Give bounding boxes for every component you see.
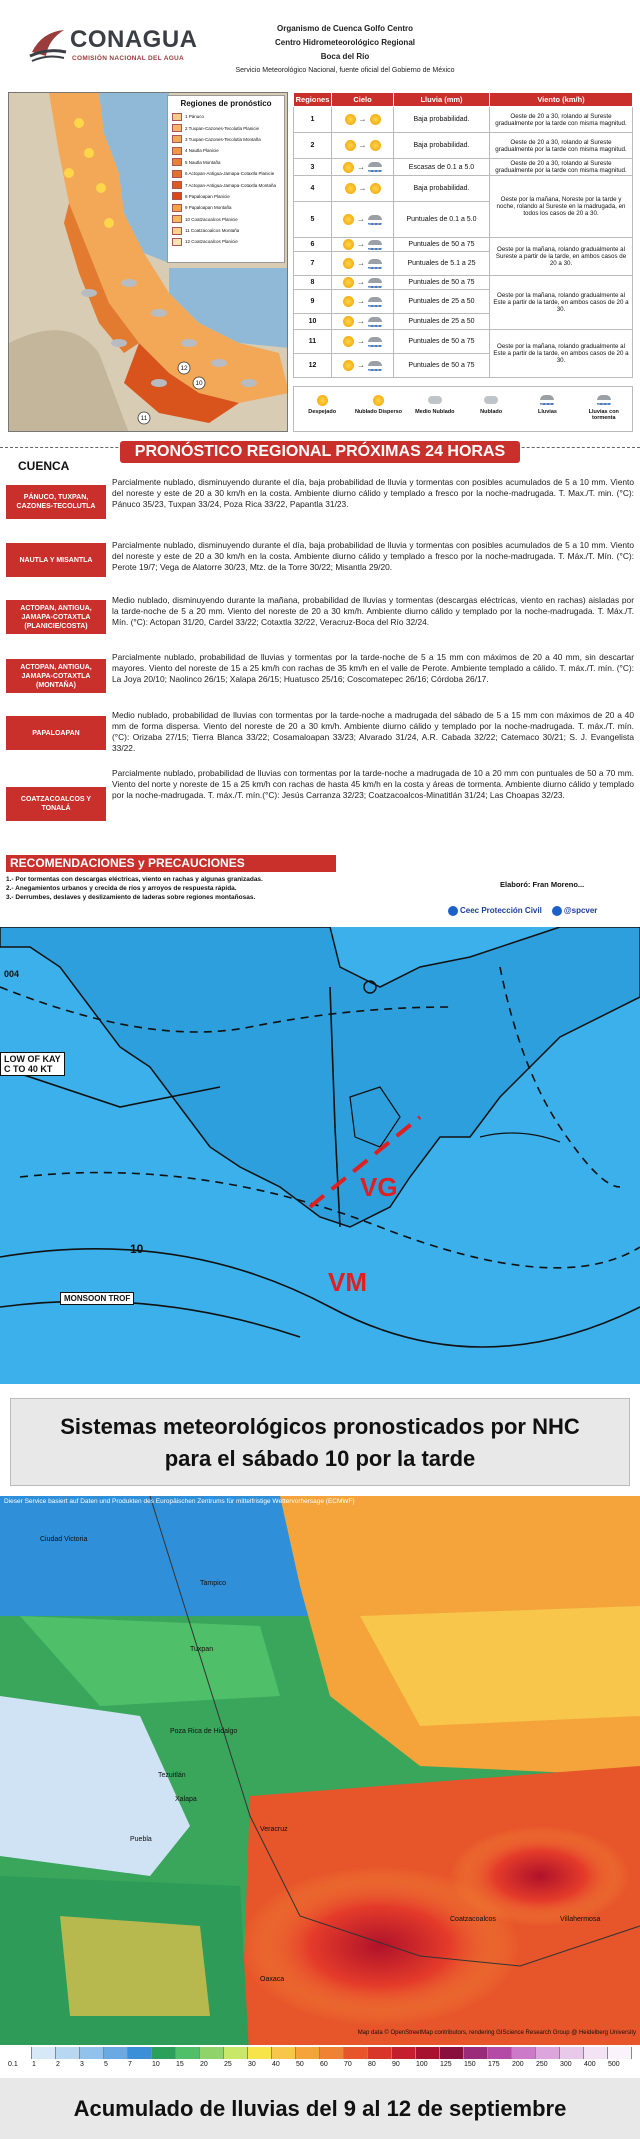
- scale-swatch: [440, 2047, 464, 2059]
- author-credit: Elaboró: Fran Moreno...: [500, 880, 585, 889]
- scale-label: 175: [488, 2061, 500, 2068]
- svg-text:12: 12: [180, 365, 188, 372]
- place-label: Veracruz: [260, 1826, 288, 1833]
- table-row: [294, 176, 633, 202]
- legend-swatch: [172, 215, 182, 223]
- scale-label: 60: [320, 2061, 328, 2068]
- arrow-icon: →: [357, 214, 365, 224]
- nhc-forecast-map: [0, 927, 640, 1384]
- basin-label: ACTOPAN, ANTIGUA, JAMAPA-COTAXTLA (PLANICIE/COSTA): [6, 600, 106, 634]
- wind-cell: Oeste por la mañana, rolando gradualmente al Este a partir de la tarde, en ambos casos de 20 a 30.: [490, 276, 633, 330]
- rain-map-graphic: [0, 1496, 640, 2071]
- legend-swatch: [172, 147, 182, 155]
- table-row: [294, 238, 633, 252]
- scale-swatch: [584, 2047, 608, 2059]
- place-label: Tuxpan: [190, 1646, 214, 1653]
- scale-swatch: [536, 2047, 560, 2059]
- social-links: [448, 906, 597, 916]
- table-row: [294, 276, 633, 290]
- sky-cell: [332, 238, 394, 252]
- rain-scale: [0, 2045, 640, 2075]
- legend-item: [172, 214, 280, 225]
- scale-label: 500: [608, 2061, 620, 2068]
- legend-label: 12 Coatzacoalcos Planicie: [185, 239, 238, 245]
- legend-label: 2 Tuxpan-Cazones-Tecolutla Planicie: [185, 125, 260, 131]
- header-line-3: Boca del Río: [320, 52, 370, 61]
- nhc-map-graphic: [0, 927, 640, 1384]
- scale-swatch: [344, 2047, 368, 2059]
- recommendations-list: [6, 875, 426, 902]
- place-label: Xalapa: [175, 1796, 197, 1803]
- cuenca-title: CUENCA: [18, 459, 70, 473]
- nhc-label-low: LOW OF KAY C TO 40 KT: [0, 1052, 65, 1076]
- arrow-icon: →: [357, 277, 365, 287]
- arrow-icon: →: [357, 161, 365, 171]
- regions-map: [8, 92, 288, 432]
- legend-item: [172, 236, 280, 247]
- basin-text: Medio nublado, probabilidad de lluvias con tormentas por la tarde-noche a madrugada del sábado de 5 a 15 mm con máximos de 20 a 40 mm de forma dispersa. Viento del noreste de 20 a 30 km/h. Ambiente diurno cálido y templado por la noche-madrugada. T. máx./T. mín. (°C): Orizaba 27/15; Tierra Blanca 33/22; Cosamaloapan 33/23; Alvarado 31/24, A.R. Cabada 32/22; Catemaco 30/21; S. J. Evangelista 33/22.: [112, 710, 634, 753]
- cloudy-icon: [484, 396, 498, 404]
- sky-cell: [332, 330, 394, 354]
- rain-icon: [368, 317, 382, 327]
- nhc-label-vg: VG: [360, 1172, 398, 1202]
- sky-cell: [332, 252, 394, 276]
- region-number: 7: [294, 252, 332, 276]
- sun-icon: [317, 395, 328, 406]
- basin-label: COATZACOALCOS Y TONALÁ: [6, 787, 106, 821]
- legend-swatch: [172, 170, 182, 178]
- arrow-icon: →: [357, 336, 365, 346]
- rain-icon: [368, 337, 382, 347]
- rain-cell: Puntuales de 0.1 a 5.0: [394, 202, 490, 238]
- sky-legend-item: Lluvias con tormenta: [577, 391, 631, 421]
- scale-swatch: [176, 2047, 200, 2059]
- basin-label: PAPALOAPAN: [6, 716, 106, 750]
- sky-cell: [332, 276, 394, 290]
- legend-label: 4 Nautla Planicie: [185, 148, 219, 154]
- twitter-icon: [552, 906, 562, 916]
- basin-text: Parcialmente nublado, probabilidad de lluvias con tormentas por la tarde-noche a madrugada de 10 a 20 mm con puntuales de 50 a 70 mm. Viento del norte y noreste de 15 a 25 km/h con rachas de hasta 45 km/h en la costa y áreas de tormenta. Ambiente diurno cálido y templado por la noche-madrugada. T. máx./T. mín.(°C): Jesús Carranza 32/23; Coatzacoalcos-Minatitlán 31/24; Las Choapas 32/23.: [112, 768, 634, 800]
- rain-icon: [368, 259, 382, 269]
- sky-legend-item: Lluvias: [520, 391, 574, 415]
- legend-item: [172, 111, 280, 122]
- conagua-logo-icon: [26, 22, 70, 66]
- scale-swatch: [200, 2047, 224, 2059]
- sky-cell: [332, 107, 394, 133]
- basin-label: ACTOPAN, ANTIGUA, JAMAPA-COTAXTLA (MONTAÑA): [6, 659, 106, 693]
- basin-text: Medio nublado, disminuyendo durante la mañana, probabilidad de lluvias y tormentas (descargas eléctricas, viento en rachas) aisladas por la tarde-noche de 5 a 20 mm. Viento del noreste de 20 a 30 km/h. Ambiente diurno cálido y templado por la noche-madrugada. T. Máx./T. Mín. (°C): Actopan 31/20, Cardel 33/22; Cotaxtla 32/22, Veracruz-Boca del Río 32/24.: [112, 595, 634, 627]
- region-number: 5: [294, 202, 332, 238]
- sky-legend: [293, 386, 633, 432]
- col-regiones: Regiones: [294, 93, 332, 107]
- scale-swatch: [8, 2047, 32, 2059]
- basin-block: [6, 540, 634, 580]
- legend-label: 8 Papaloapan Planicie: [185, 193, 230, 199]
- legend-item: [172, 134, 280, 145]
- rain-map-credit: Dieser Service basiert auf Daten und Produkten des Europäischen Zentrums für mittelfristige Wettervorhersage (ECMWF): [4, 1498, 355, 1505]
- legend-item: [172, 202, 280, 213]
- nhc-caption: Sistemas meteorológicos pronosticados por NHC para el sábado 10 por la tarde: [10, 1398, 630, 1486]
- basin-block: [6, 595, 634, 639]
- storm-icon: [597, 395, 611, 405]
- legend-label: 7 Actopan-Antigua-Jamapa-Cotaxtla Montaña: [185, 182, 277, 188]
- scale-swatch: [488, 2047, 512, 2059]
- rain-cell: Puntuales de 50 a 75: [394, 238, 490, 252]
- conagua-logo: [26, 20, 198, 70]
- scale-label: 400: [584, 2061, 596, 2068]
- region-number: 2: [294, 133, 332, 159]
- arrow-icon: →: [358, 183, 367, 193]
- region-number: 1: [294, 107, 332, 133]
- scale-label: 0.1: [8, 2061, 18, 2068]
- scale-label: 20: [200, 2061, 208, 2068]
- scale-swatch: [416, 2047, 440, 2059]
- place-label: Puebla: [130, 1836, 152, 1843]
- legend-swatch: [172, 227, 182, 235]
- recommendation-item: 1.- Por tormentas con descargas eléctricas, viento en rachas y algunas granizadas.: [6, 876, 263, 883]
- rain-accumulation-map: [0, 1496, 640, 2071]
- scale-swatch: [608, 2047, 632, 2059]
- scale-label: 100: [416, 2061, 428, 2068]
- col-viento: Viento (km/h): [490, 93, 633, 107]
- sun-icon: [343, 162, 354, 173]
- sun-icon: [370, 140, 381, 151]
- sky-cell: [332, 176, 394, 202]
- col-lluvia: Lluvia (mm): [394, 93, 490, 107]
- sun-icon: [343, 214, 354, 225]
- table-row: [294, 133, 633, 159]
- rain-cell: Baja probabilidad.: [394, 133, 490, 159]
- rain-cell: Escasas de 0.1 a 5.0: [394, 159, 490, 176]
- region-number: 3: [294, 159, 332, 176]
- nhc-label-vm: VM: [328, 1267, 367, 1297]
- arrow-icon: →: [358, 140, 367, 150]
- legend-label: 5 Nautla Montaña: [185, 159, 221, 165]
- scale-label: 200: [512, 2061, 524, 2068]
- recommendation-item: 3.- Derrumbes, deslaves y deslizamiento de laderas sobre regiones montañosas.: [6, 894, 256, 901]
- legend-swatch: [172, 113, 182, 121]
- scale-label: 2: [56, 2061, 60, 2068]
- scale-label: 90: [392, 2061, 400, 2068]
- svg-text:10: 10: [195, 380, 203, 387]
- wind-cell: Oeste de 20 a 30, rolando al Sureste gradualmente por la tarde con misma magnitud.: [490, 159, 633, 176]
- sky-cell: [332, 354, 394, 378]
- sky-cell: [332, 159, 394, 176]
- sun-icon: [345, 183, 356, 194]
- region-number: 11: [294, 330, 332, 354]
- arrow-icon: →: [357, 258, 365, 268]
- legend-swatch: [172, 204, 182, 212]
- arrow-icon: →: [357, 360, 365, 370]
- rain-icon: [540, 395, 554, 405]
- recommendation-item: 2.- Anegamientos urbanos y crecida de ríos y arroyos de respuesta rápida.: [6, 885, 237, 892]
- legend-swatch: [172, 158, 182, 166]
- place-label: Oaxaca: [260, 1976, 285, 1983]
- scale-label: 80: [368, 2061, 376, 2068]
- rain-cell: Puntuales de 5.1 a 25: [394, 252, 490, 276]
- logo-subtitle: COMISIÓN NACIONAL DEL AGUA: [72, 55, 185, 62]
- scale-swatch: [56, 2047, 80, 2059]
- rain-icon: [368, 278, 382, 288]
- scale-label: 1: [32, 2061, 36, 2068]
- sun-icon: [370, 114, 381, 125]
- region-number: 9: [294, 290, 332, 314]
- logo-text: CONAGUA: [70, 26, 198, 53]
- arrow-icon: →: [357, 296, 365, 306]
- scale-swatch: [464, 2047, 488, 2059]
- arrow-icon: →: [357, 316, 365, 326]
- scale-swatch: [296, 2047, 320, 2059]
- scale-swatch: [224, 2047, 248, 2059]
- place-label: Coatzacoalcos: [450, 1916, 496, 1923]
- basin-block: [6, 768, 634, 840]
- sun-cloud-icon: [373, 395, 384, 406]
- scale-label: 300: [560, 2061, 572, 2068]
- wind-cell: Oeste de 20 a 30, rolando al Sureste gradualmente por la tarde con misma magnitud.: [490, 133, 633, 159]
- legend-item: [172, 157, 280, 168]
- place-label: Tezuitlán: [158, 1772, 186, 1779]
- arrow-icon: →: [357, 239, 365, 249]
- recommendations-banner: RECOMENDACIONES y PRECAUCIONES: [6, 855, 336, 872]
- scale-swatch: [560, 2047, 584, 2059]
- sky-cell: [332, 202, 394, 238]
- rain-icon: [368, 297, 382, 307]
- header: [0, 0, 640, 90]
- partly-cloudy-icon: [428, 396, 442, 404]
- arrow-icon: →: [358, 114, 367, 124]
- legend-list: [172, 111, 280, 248]
- rain-caption: Acumulado de lluvias del 9 al 12 de septiembre: [0, 2078, 640, 2139]
- rain-icon: [368, 240, 382, 250]
- basin-label: PÁNUCO, TUXPAN, CAZONES-TECOLUTLA: [6, 485, 106, 519]
- scale-label: 5: [104, 2061, 108, 2068]
- scale-label: 30: [248, 2061, 256, 2068]
- legend-swatch: [172, 181, 182, 189]
- rain-icon: [368, 162, 382, 172]
- legend-label: 9 Papaloapan Montaña: [185, 205, 232, 211]
- col-cielo: Cielo: [332, 93, 394, 107]
- sky-legend-item: Despejado: [295, 391, 349, 415]
- region-number: 6: [294, 238, 332, 252]
- rain-cell: Puntuales de 25 a 50: [394, 314, 490, 330]
- rain-cell: Puntuales de 50 a 75: [394, 354, 490, 378]
- basin-block: [6, 477, 634, 527]
- legend-item: [172, 122, 280, 133]
- scale-swatch: [320, 2047, 344, 2059]
- scale-label: 7: [128, 2061, 132, 2068]
- legend-item: [172, 225, 280, 236]
- legend-label: 1 Pánuco: [185, 114, 205, 120]
- region-number: 4: [294, 176, 332, 202]
- basin-text: Parcialmente nublado, disminuyendo durante el día, baja probabilidad de lluvia y tormentas con posibles acumulados de 5 a 10 mm. Viento del noreste y este de 20 a 30 km/h en la costa. Ambiente diurno cálido y templado a fresco por la noche-madrugada. T. Máx./T. Mín. (°C): Perote 19/7; Vega de Alatorre 30/23, Mtz. de la Torre 30/22; Misantla 29/20.: [112, 540, 634, 572]
- facebook-link[interactable]: Ceec Protección Civil: [448, 906, 542, 916]
- regions-legend: [167, 95, 285, 263]
- sun-icon: [343, 277, 354, 288]
- rain-map-attribution: Map data © OpenStreetMap contributors, rendering GIScience Research Group @ Heidelberg University: [357, 2030, 636, 2036]
- wind-cell: Oeste por la mañana, rolando gradualmente al Este a partir de la tarde, en ambos casos de 20 a 30.: [490, 330, 633, 378]
- rain-scale-bar: [8, 2047, 632, 2059]
- legend-item: [172, 191, 280, 202]
- svg-text:11: 11: [140, 415, 148, 422]
- scale-label: 10: [152, 2061, 160, 2068]
- sun-icon: [343, 316, 354, 327]
- place-label: Poza Rica de Hidalgo: [170, 1728, 238, 1735]
- scale-swatch: [32, 2047, 56, 2059]
- header-line-2: Centro Hidrometeorológico Regional: [274, 38, 415, 47]
- scale-swatch: [80, 2047, 104, 2059]
- rain-cell: Baja probabilidad.: [394, 176, 490, 202]
- header-line-1: Organismo de Cuenca Golfo Centro: [276, 24, 413, 33]
- legend-swatch: [172, 192, 182, 200]
- sky-cell: [332, 290, 394, 314]
- sky-legend-item: Nublado Disperso: [351, 391, 405, 415]
- scale-label: 40: [272, 2061, 280, 2068]
- rain-cell: Puntuales de 50 a 75: [394, 276, 490, 290]
- scale-label: 150: [464, 2061, 476, 2068]
- legend-swatch: [172, 124, 182, 132]
- wind-cell: Oeste por la mañana, rolando gradualmente al Sureste a partir de la tarde, en ambos casos de 20 a 30.: [490, 238, 633, 276]
- facebook-icon: [448, 906, 458, 916]
- scale-label: 25: [224, 2061, 232, 2068]
- rain-icon: [368, 215, 382, 225]
- place-label: Tampico: [200, 1580, 227, 1587]
- legend-item: [172, 168, 280, 179]
- regions-table: [293, 92, 633, 378]
- sky-cell: [332, 133, 394, 159]
- table-row: [294, 330, 633, 354]
- nhc-label-code: 004: [4, 969, 20, 979]
- scale-label: 3: [80, 2061, 84, 2068]
- rain-cell: Puntuales de 25 a 50: [394, 290, 490, 314]
- legend-item: [172, 179, 280, 190]
- basin-text: Parcialmente nublado, disminuyendo durante el día, baja probabilidad de lluvia y tormentas con posibles acumulados de 5 a 10 mm. Viento del noreste y este de 20 a 30 km/h en la costa. Ambiente diurno cálido y templado a fresco por la noche-madrugada. T. Max./T. min. (°C): Pánuco 35/23, Tuxpan 33/24, Poza Rica 33/22, Papantla 31/23.: [112, 477, 634, 509]
- legend-title: Regiones de pronóstico: [180, 99, 272, 108]
- legend-label: 3 Tuxpan-Cazones-Tecolutla Montaña: [185, 136, 261, 142]
- nhc-label-monsoon: MONSOON TROF: [60, 1292, 134, 1305]
- region-number: 10: [294, 314, 332, 330]
- rain-cell: Baja probabilidad.: [394, 107, 490, 133]
- scale-label: 70: [344, 2061, 352, 2068]
- sun-icon: [345, 140, 356, 151]
- scale-swatch: [272, 2047, 296, 2059]
- sky-legend-item: Nublado: [464, 391, 518, 415]
- basin-block: [6, 652, 634, 700]
- scale-label: 125: [440, 2061, 452, 2068]
- scale-swatch: [152, 2047, 176, 2059]
- nhc-label-ten: 10: [130, 1242, 144, 1256]
- basin-block: [6, 710, 634, 756]
- twitter-link[interactable]: @spcver: [552, 906, 598, 916]
- rain-scale-labels: [8, 2061, 632, 2071]
- basin-label: NAUTLA Y MISANTLA: [6, 543, 106, 577]
- legend-item: [172, 145, 280, 156]
- legend-swatch: [172, 135, 182, 143]
- wind-cell: Oeste de 20 a 30, rolando al Sureste gradualmente por la tarde con misma magnitud.: [490, 107, 633, 133]
- legend-label: 10 Coatzacoalcos Planicie: [185, 216, 238, 222]
- sun-icon: [343, 296, 354, 307]
- sun-icon: [343, 258, 354, 269]
- scale-swatch: [104, 2047, 128, 2059]
- sun-icon: [343, 360, 354, 371]
- scale-swatch: [392, 2047, 416, 2059]
- forecast-banner: PRONÓSTICO REGIONAL PRÓXIMAS 24 HORAS: [120, 441, 520, 463]
- header-line-4: Servicio Meteorológico Nacional, fuente oficial del Gobierno de México: [235, 67, 455, 74]
- legend-label: 11 Coatzacoalcos Montaña: [185, 228, 240, 234]
- rain-icon: [368, 361, 382, 371]
- scale-label: 50: [296, 2061, 304, 2068]
- sun-icon: [370, 183, 381, 194]
- scale-swatch: [248, 2047, 272, 2059]
- scale-swatch: [512, 2047, 536, 2059]
- basin-text: Parcialmente nublado, probabilidad de lluvias y tormentas por la tarde-noche de 5 a 15 mm con máximos de 20 a 40 mm, sin descartar mayores. Viento del noreste de 15 a 25 km/h con rachas de 35 km/h en el valle de Perote. Ambiente templado a cálido. T. máx./T. mín. (°C): La Joya 20/10; Naolinco 26/15; Xalapa 26/15; Huatusco 25/16; Coscomatepec 26/16; Córdoba 26/17.: [112, 652, 634, 684]
- sun-icon: [345, 114, 356, 125]
- place-label: Villahermosa: [560, 1916, 601, 1923]
- sun-icon: [343, 336, 354, 347]
- scale-swatch: [128, 2047, 152, 2059]
- scale-label: 250: [536, 2061, 548, 2068]
- region-number: 8: [294, 276, 332, 290]
- sky-cell: [332, 314, 394, 330]
- rain-cell: Puntuales de 50 a 75: [394, 330, 490, 354]
- table-row: [294, 107, 633, 133]
- regions-table-body: [294, 107, 633, 378]
- legend-swatch: [172, 238, 182, 246]
- sky-legend-item: Medio Nublado: [408, 391, 462, 415]
- scale-label: 15: [176, 2061, 184, 2068]
- region-number: 12: [294, 354, 332, 378]
- scale-swatch: [368, 2047, 392, 2059]
- table-row: [294, 159, 633, 176]
- place-label: Ciudad Victoria: [40, 1536, 88, 1543]
- header-text: [190, 22, 500, 78]
- wind-cell: Oeste por la mañana, Noreste por la tarde y noche, rolando al Sureste en la madrugada, en todos los casos de 20 a 30.: [490, 176, 633, 238]
- legend-label: 6 Actopan-Antigua-Jamapa-Cotaxtla Planicie: [185, 171, 275, 177]
- sun-icon: [343, 239, 354, 250]
